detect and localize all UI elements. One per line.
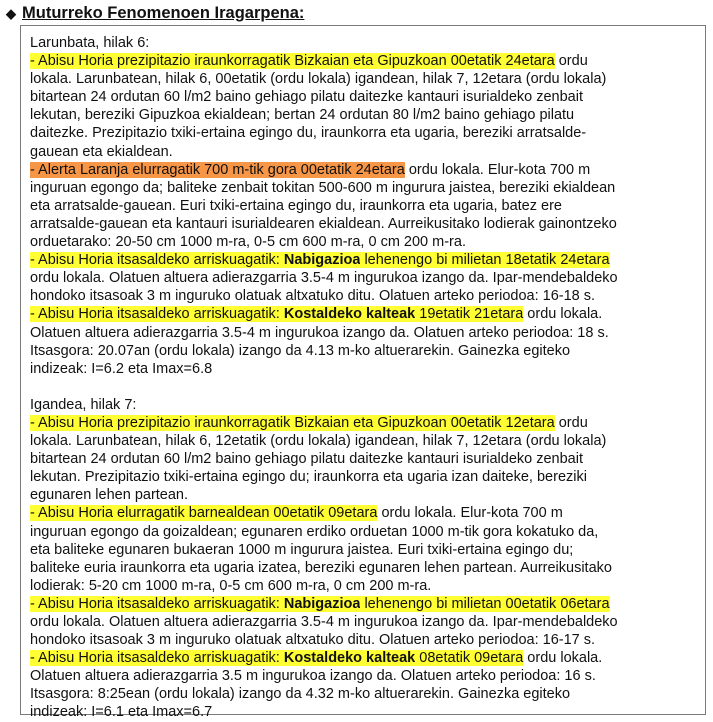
line-text: orduetarako: 20-50 cm 1000 m-ra, 0-5 cm 600 m-ra, 0 cm 200 m-ra. bbox=[30, 234, 466, 251]
text-line bbox=[30, 613, 704, 631]
line-text: inguruan egongo da; baliteke zenbait tokitan 500-600 m ingurura jaistea, bereziki ekialdean bbox=[30, 179, 616, 196]
line-text: ordu lokala. Olatuen altuera adierazgarria 3.5-4 m ingurukoa izango da. Ipar-mendebaldeko bbox=[30, 614, 618, 630]
warning-keyword: Nabigazioa bbox=[283, 595, 361, 612]
line-text: ordu bbox=[554, 414, 588, 431]
line-text: hondoko itsasoak 3 m inguruko olatuak altxatuko ditu. Olatuen arteko periodoa: 16-18 s. bbox=[30, 288, 596, 305]
text-line bbox=[30, 486, 704, 504]
line-text: ordu bbox=[554, 53, 588, 70]
line-text: Olatuen altuera adierazgarria 3.5-4 m ingurukoa izango da. Olatuen arteko periodoa: 18 s. bbox=[30, 324, 609, 341]
text-line bbox=[30, 559, 704, 577]
text-line bbox=[30, 197, 704, 215]
line-text: baliteke euria iraunkorra eta ugaria izatea, bereziki egunaren lehen partean. Aurreikusitako bbox=[30, 559, 612, 576]
warning-line bbox=[30, 504, 704, 522]
line-text: daitezke. Prezipitazio txiki-ertaina egingo du, iraunkorra eta ugaria, bereziki arratsalde- bbox=[30, 125, 587, 142]
day-label: Larunbata, hilak 6: bbox=[30, 35, 150, 51]
line-text: lokala. Larunbatean, hilak 6, 12etatik (ordu lokala) igandean, hilak 7, 12etara (ordu lokala) bbox=[30, 433, 607, 450]
line-text: indizeak: I=6.2 eta Imax=6.8 bbox=[30, 360, 213, 377]
warning-line bbox=[30, 52, 704, 70]
line-text: ordu lokala. Olatuen altuera adierazgarria 3.5-4 m ingurukoa izango da. Ipar-mendebaldeko bbox=[30, 270, 618, 287]
line-text: indizeak: I=6.1 eta Imax=6.7 bbox=[30, 704, 213, 721]
line-text: lekutan. Prezipitazio txiki-ertaina egingo du; iraunkorra eta ugaria izan daiteke, bereziki bbox=[30, 469, 587, 486]
warning-keyword: Kostaldeko kalteak bbox=[283, 306, 416, 323]
line-text: eta baliteke egunaren bukaeran 1000 m ingurura jaistea. Euri txiki-ertaina egingo du; bbox=[30, 541, 574, 558]
text-line bbox=[30, 541, 704, 559]
text-line bbox=[30, 703, 704, 721]
line-text: Itsasgora: 8:25ean (ordu lokala) izango da 4.32 m-ko altuerarekin. Gainezka egiteko bbox=[30, 686, 571, 703]
warning-line bbox=[30, 251, 704, 269]
text-line bbox=[30, 468, 704, 486]
warning-highlight-time: lehenengo bi milietan 00etatik 06etara bbox=[360, 595, 610, 612]
line-text: lodierak: 5-20 cm 1000 m-ra, 0-5 cm 600 m-ra, 0 cm 200 m-ra. bbox=[30, 577, 432, 594]
warning-line bbox=[30, 595, 704, 613]
warning-highlight: - Abisu Horia itsasaldeko arriskuagatik: bbox=[30, 252, 284, 269]
warning-highlight-time: 08etatik 09etara bbox=[415, 650, 524, 667]
line-text: Itsasgora: 20.07an (ordu lokala) izango da 4.13 m-ko altuerarekin. Gainezka egiteko bbox=[30, 342, 571, 359]
text-line bbox=[30, 269, 704, 287]
line-text: ordu lokala. bbox=[523, 306, 603, 323]
text-line bbox=[30, 324, 704, 342]
page-title: Muturreko Fenomenoen Iragarpena: bbox=[22, 4, 305, 22]
page-heading bbox=[6, 2, 304, 25]
text-line bbox=[30, 143, 704, 161]
line-text: ordu lokala. Elur-kota 700 m bbox=[404, 161, 591, 178]
forecast-content bbox=[30, 34, 704, 722]
line-text: inguruan egongo da goizaldean; egunaren erdiko orduetan 1000 m-tik gora kokatuko da, bbox=[30, 523, 599, 540]
text-line bbox=[30, 287, 704, 305]
text-line bbox=[30, 667, 704, 685]
text-line bbox=[30, 179, 704, 197]
warning-highlight: - Abisu Horia itsasaldeko arriskuagatik: bbox=[30, 650, 284, 667]
text-line bbox=[30, 577, 704, 595]
line-text: ordu lokala. bbox=[523, 650, 603, 667]
warning-highlight: - Abisu Horia itsasaldeko arriskuagatik: bbox=[30, 306, 284, 323]
line-text: lekutan, bereziki Gipuzkoa ekialdean; bertan 24 ordutan 80 l/m2 baino gehiago pilatu bbox=[30, 107, 575, 124]
day-separator bbox=[30, 378, 704, 396]
line-text: egunaren lehen partean. bbox=[30, 487, 189, 504]
warning-highlight: - Abisu Horia elurragatik barnealdean 00etatik 09etara bbox=[30, 505, 378, 522]
warning-highlight: - Abisu Horia prezipitazio iraunkorragatik Bizkaian eta Gipuzkoan 00etatik 24etara bbox=[30, 53, 555, 70]
text-line bbox=[30, 450, 704, 468]
warning-keyword: Nabigazioa bbox=[283, 252, 361, 269]
warning-highlight: - Alerta Laranja elurragatik 700 m-tik gora 00etatik 24etara bbox=[30, 161, 405, 178]
text-line bbox=[30, 685, 704, 703]
text-line bbox=[30, 432, 704, 450]
line-text: hondoko itsasoak 3 m inguruko olatuak altxatuko ditu. Olatuen arteko periodoa: 16-17 s. bbox=[30, 632, 596, 649]
text-line bbox=[30, 70, 704, 88]
diamond-bullet-icon: ◆ bbox=[6, 6, 16, 21]
line-text: gauean eta ekialdean. bbox=[30, 143, 173, 160]
text-line bbox=[30, 631, 704, 649]
warning-highlight-time: 19etatik 21etara bbox=[415, 306, 524, 323]
warning-line bbox=[30, 649, 704, 667]
warning-line bbox=[30, 161, 704, 179]
text-line bbox=[30, 88, 704, 106]
line-text: bitartean 24 ordutan 60 l/m2 baino gehiago pilatu daitezke kantauri isurialdeko zenbait bbox=[30, 451, 583, 468]
text-line bbox=[30, 360, 704, 378]
day-label: Igandea, hilak 7: bbox=[30, 396, 137, 413]
warning-line bbox=[30, 414, 704, 432]
text-line bbox=[30, 106, 704, 124]
line-text: lokala. Larunbatean, hilak 6, 00etatik (ordu lokala) igandean, hilak 7, 12etara (ordu lokala) bbox=[30, 71, 607, 88]
text-line bbox=[30, 523, 704, 541]
warning-highlight: - Abisu Horia prezipitazio iraunkorragatik Bizkaian eta Gipuzkoan 00etatik 12etara bbox=[30, 414, 555, 431]
line-text: Olatuen altuera adierazgarria 3.5 m ingurukoa izango da. Olatuen arteko periodoa: 16 s. bbox=[30, 668, 596, 685]
text-line bbox=[30, 342, 704, 360]
line-text: bitartean 24 ordutan 60 l/m2 baino gehiago pilatu daitezke kantauri isurialdeko zenbait bbox=[30, 89, 583, 106]
text-line bbox=[30, 124, 704, 142]
line-text: ordu lokala. Elur-kota 700 m bbox=[377, 505, 563, 522]
text-line bbox=[30, 233, 704, 251]
text-line bbox=[30, 215, 704, 233]
warning-keyword: Kostaldeko kalteak bbox=[283, 650, 416, 667]
warning-highlight: - Abisu Horia itsasaldeko arriskuagatik: bbox=[30, 595, 284, 612]
warning-line bbox=[30, 305, 704, 323]
line-text: arratsalde-gauean eta kantauri isurialdearen ekialdean. Aurreikusitako lodierak gainontzeko bbox=[30, 215, 617, 232]
line-text: eta arratsalde-gauean. Euri txiki-ertaina egingo du, iraunkorra eta ugaria, batez ere bbox=[30, 197, 562, 214]
warning-highlight-time: lehenengo bi milietan 18etatik 24etara bbox=[360, 252, 610, 269]
